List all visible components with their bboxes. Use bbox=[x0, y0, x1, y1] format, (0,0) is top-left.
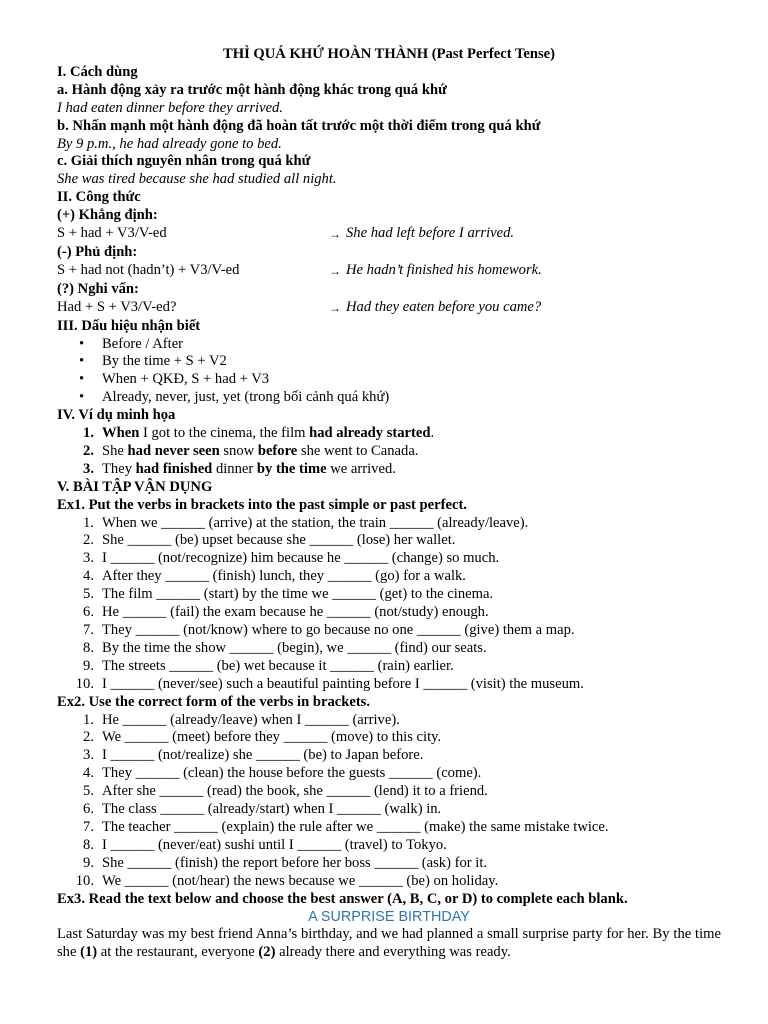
example-emphasis: had never seen bbox=[127, 442, 220, 459]
signals-list bbox=[57, 336, 721, 408]
item-number: 8. bbox=[83, 836, 94, 853]
list-item bbox=[57, 801, 721, 819]
ex3-heading: Ex3. Read the text below and choose the best answer (A, B, C, or D) to complete each blank. bbox=[57, 890, 628, 907]
exercise-text: We ______ (not/hear) the news because we ______ (be) on holiday. bbox=[102, 872, 499, 889]
formula-question-pattern: Had + S + V3/V-ed? bbox=[57, 298, 177, 315]
list-item bbox=[57, 586, 721, 604]
ex2-list bbox=[57, 712, 721, 891]
list-item bbox=[57, 658, 721, 676]
section-formula-heading: II. Công thức bbox=[57, 189, 141, 206]
ex2-heading: Ex2. Use the correct form of the verbs in brackets. bbox=[57, 693, 371, 710]
usage-b-label: b. Nhấn mạnh một hành động đã hoàn tất trước một thời điểm trong quá khứ bbox=[57, 117, 541, 134]
signal-text: Already, never, just, yet (trong bối cảnh quá khứ) bbox=[102, 389, 390, 406]
list-item bbox=[57, 604, 721, 622]
exercise-text: He ______ (fail) the exam because he ______ (not/study) enough. bbox=[102, 604, 489, 621]
example-emphasis: before bbox=[257, 442, 298, 459]
list-item bbox=[57, 783, 721, 801]
arrow-icon: → bbox=[329, 263, 341, 278]
formula-affirmative-row bbox=[57, 225, 721, 244]
item-number: 10. bbox=[75, 675, 94, 692]
item-number: 5. bbox=[83, 586, 94, 603]
exercise-text: After they ______ (finish) lunch, they ______ (go) for a walk. bbox=[102, 568, 466, 585]
item-number: 6. bbox=[83, 604, 94, 621]
list-item bbox=[57, 837, 721, 855]
usage-c-example: She was tired because she had studied all night. bbox=[57, 171, 337, 188]
exercise-text: They ______ (clean) the house before the guests ______ (come). bbox=[102, 765, 482, 782]
usage-c-label: c. Giải thích nguyên nhân trong quá khứ bbox=[57, 153, 311, 170]
story-title: A SURPRISE BIRTHDAY bbox=[308, 908, 470, 925]
item-number: 9. bbox=[83, 657, 94, 674]
ex1-list bbox=[57, 515, 721, 694]
formula-question-label: (?) Nghi vấn: bbox=[57, 280, 139, 297]
exercise-text: We ______ (meet) before they ______ (move) to this city. bbox=[102, 729, 442, 746]
section-usage-heading: I. Cách dùng bbox=[57, 63, 138, 80]
list-item bbox=[57, 515, 721, 533]
item-number: 7. bbox=[83, 818, 94, 835]
formula-affirmative-example: She had left before I arrived. bbox=[346, 225, 515, 242]
list-item bbox=[57, 568, 721, 586]
formula-affirmative-pattern: S + had + V3/V-ed bbox=[57, 225, 167, 242]
list-item bbox=[57, 461, 721, 479]
item-number: 1. bbox=[83, 425, 94, 442]
signal-text: Before / After bbox=[102, 335, 184, 352]
item-number: 10. bbox=[75, 872, 94, 889]
formula-question-example: Had they eaten before you came? bbox=[346, 298, 542, 315]
exercise-text: By the time the show ______ (begin), we ______ (find) our seats. bbox=[102, 639, 487, 656]
item-number: 7. bbox=[83, 622, 94, 638]
item-number: 5. bbox=[83, 783, 94, 800]
exercise-text: The film ______ (start) by the time we ______ (get) to the cinema. bbox=[102, 586, 494, 603]
item-number: 2. bbox=[83, 442, 94, 459]
example-text: dinner bbox=[212, 460, 257, 477]
list-item bbox=[57, 425, 721, 443]
formula-negative-pattern: S + had not (hadn’t) + V3/V-ed bbox=[57, 261, 240, 278]
exercise-text: She ______ (be) upset because she ______ (lose) her wallet. bbox=[102, 532, 456, 549]
list-item bbox=[57, 550, 721, 568]
item-number: 9. bbox=[83, 854, 94, 871]
item-number: 3. bbox=[83, 460, 94, 477]
story-text: already there and everything was ready. bbox=[275, 944, 511, 961]
arrow-icon: → bbox=[329, 300, 341, 315]
list-item bbox=[57, 443, 721, 461]
examples-list bbox=[57, 425, 721, 479]
section-examples-heading: IV. Ví dụ minh họa bbox=[57, 407, 176, 424]
formula-negative-label: (-) Phủ định: bbox=[57, 243, 138, 260]
list-item bbox=[57, 676, 721, 694]
exercise-text: I ______ (not/recognize) him because he ______ (change) so much. bbox=[102, 550, 500, 567]
exercise-text: I ______ (never/see) such a beautiful painting before I ______ (visit) the museum. bbox=[102, 675, 584, 692]
usage-a-example: I had eaten dinner before they arrived. bbox=[57, 99, 284, 116]
item-number: 3. bbox=[83, 747, 94, 764]
example-text: They bbox=[102, 460, 136, 477]
list-item bbox=[57, 765, 721, 783]
example-text: snow bbox=[219, 442, 258, 459]
item-number: 1. bbox=[83, 711, 94, 728]
list-item bbox=[57, 371, 721, 389]
formula-affirmative-label: (+) Khẳng định: bbox=[57, 207, 158, 224]
story-paragraph bbox=[57, 926, 721, 962]
example-text: I got to the cinema, the film bbox=[139, 425, 310, 442]
item-number: 4. bbox=[83, 568, 94, 585]
example-text: . bbox=[430, 425, 435, 442]
list-item bbox=[57, 389, 721, 407]
exercise-text: When we ______ (arrive) at the station, the train ______ (already/leave). bbox=[102, 514, 529, 531]
bullet-icon: • bbox=[79, 389, 85, 406]
exercise-text: The streets ______ (be) wet because it ______ (rain) earlier. bbox=[102, 657, 454, 674]
story-text: Last Saturday was my best friend Anna’s birthday, and we had planned a small surprise party for her. By the time she bbox=[57, 926, 721, 961]
exercise-text: He ______ (already/leave) when I ______ (arrive). bbox=[102, 711, 400, 728]
signal-text: When + QKĐ, S + had + V3 bbox=[102, 371, 270, 388]
item-number: 3. bbox=[83, 550, 94, 567]
list-item bbox=[57, 640, 721, 658]
usage-b-example: By 9 p.m., he had already gone to bed. bbox=[57, 135, 282, 152]
exercise-text: After she ______ (read) the book, she ______ (lend) it to a friend. bbox=[102, 783, 488, 800]
list-item bbox=[57, 622, 721, 640]
item-number: 6. bbox=[83, 801, 94, 818]
story-text: at the restaurant, everyone bbox=[97, 944, 259, 961]
example-emphasis: by the time bbox=[256, 460, 327, 477]
exercise-text: I ______ (never/eat) sushi until I ______ (travel) to Tokyo. bbox=[102, 836, 447, 853]
item-number: 8. bbox=[83, 639, 94, 656]
list-item bbox=[57, 712, 721, 730]
list-item bbox=[57, 747, 721, 765]
item-number: 4. bbox=[83, 765, 94, 782]
example-text: She bbox=[102, 442, 128, 459]
document-page bbox=[57, 46, 721, 962]
exercise-text: The class ______ (already/start) when I ______ (walk) in. bbox=[102, 801, 442, 818]
section-practice-heading: V. BÀI TẬP VẬN DỤNG bbox=[57, 478, 213, 495]
list-item bbox=[57, 819, 721, 837]
example-emphasis: When bbox=[102, 425, 140, 442]
blank-marker: (1) bbox=[80, 944, 98, 961]
list-item bbox=[57, 336, 721, 354]
blank-marker: (2) bbox=[258, 944, 276, 961]
page-title: THÌ QUÁ KHỨ HOÀN THÀNH (Past Perfect Tense) bbox=[223, 46, 555, 62]
bullet-icon: • bbox=[79, 335, 85, 352]
exercise-text: They ______ (not/know) where to go because no one ______ (give) them a map. bbox=[102, 622, 575, 638]
exercise-text: She ______ (finish) the report before her boss ______ (ask) for it. bbox=[102, 854, 488, 871]
example-text: we arrived. bbox=[326, 460, 396, 477]
example-text: she went to Canada. bbox=[297, 442, 419, 459]
item-number: 2. bbox=[83, 532, 94, 549]
formula-question-row bbox=[57, 299, 721, 318]
ex1-heading: Ex1. Put the verbs in brackets into the past simple or past perfect. bbox=[57, 496, 467, 513]
example-emphasis: had finished bbox=[135, 460, 213, 477]
usage-a-label: a. Hành động xảy ra trước một hành động khác trong quá khứ bbox=[57, 81, 447, 98]
formula-negative-example: He hadn’t finished his homework. bbox=[346, 261, 542, 278]
arrow-icon: → bbox=[329, 227, 341, 242]
exercise-text: The teacher ______ (explain) the rule after we ______ (make) the same mistake twice. bbox=[102, 818, 609, 835]
signal-text: By the time + S + V2 bbox=[102, 353, 227, 370]
list-item bbox=[57, 729, 721, 747]
list-item bbox=[57, 873, 721, 891]
item-number: 1. bbox=[83, 514, 94, 531]
list-item bbox=[57, 855, 721, 873]
item-number: 2. bbox=[83, 729, 94, 746]
list-item bbox=[57, 353, 721, 371]
section-signals-heading: III. Dấu hiệu nhận biết bbox=[57, 317, 201, 334]
list-item bbox=[57, 532, 721, 550]
formula-negative-row bbox=[57, 262, 721, 281]
bullet-icon: • bbox=[79, 353, 85, 370]
example-emphasis: had already started bbox=[309, 425, 431, 442]
bullet-icon: • bbox=[79, 371, 85, 388]
exercise-text: I ______ (not/realize) she ______ (be) to Japan before. bbox=[102, 747, 424, 764]
